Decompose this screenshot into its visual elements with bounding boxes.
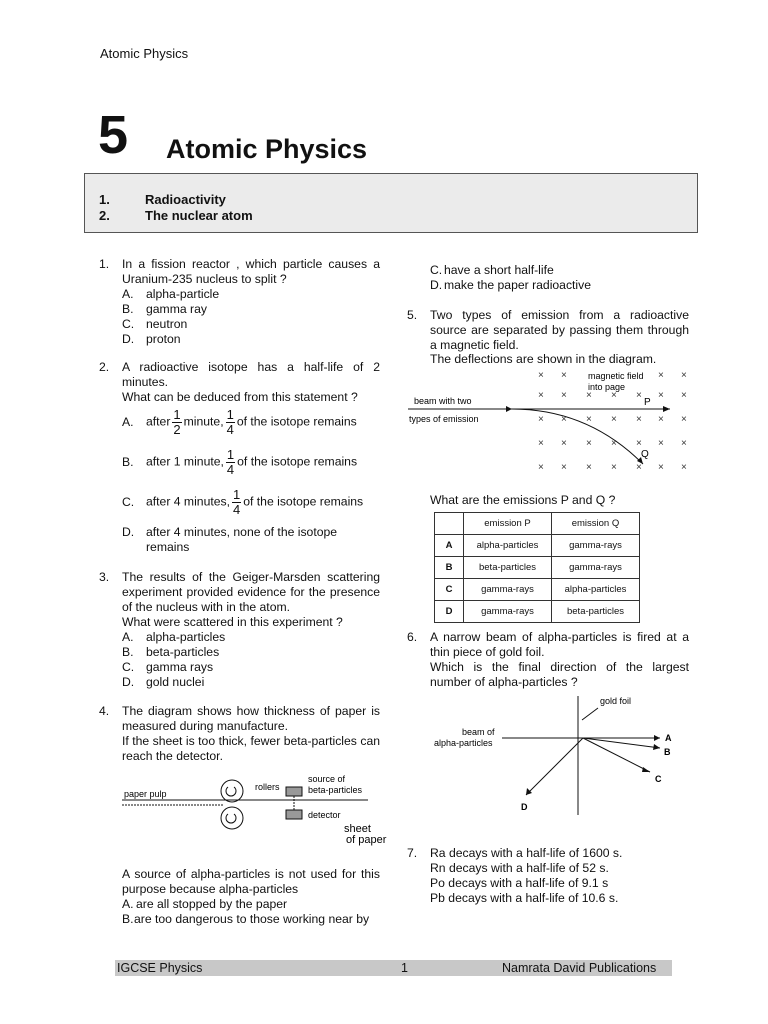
svg-text:beta-particles: beta-particles — [308, 785, 363, 795]
field-cross: × — [658, 370, 664, 381]
svg-text:Q: Q — [641, 449, 649, 460]
svg-text:detector: detector — [308, 810, 341, 820]
table-row: A alpha-particles gamma-rays — [435, 535, 640, 557]
topic-item: 1. Radioactivity — [99, 192, 226, 207]
field-cross: × — [636, 390, 642, 401]
field-cross: × — [561, 438, 567, 449]
svg-text:alpha-particles: alpha-particles — [434, 738, 493, 748]
field-cross: × — [658, 438, 664, 449]
svg-text:source of: source of — [308, 774, 346, 784]
field-cross: × — [611, 438, 617, 449]
field-cross: × — [611, 390, 617, 401]
topic-item: 2. The nuclear atom — [99, 208, 253, 223]
field-cross: × — [611, 414, 617, 425]
field-cross: × — [586, 438, 592, 449]
field-cross: × — [586, 462, 592, 473]
field-cross: × — [681, 414, 687, 425]
field-cross: × — [658, 414, 664, 425]
field-cross: × — [561, 390, 567, 401]
field-cross: × — [538, 390, 544, 401]
field-cross: × — [561, 370, 567, 381]
emission-table: emission P emission Q A alpha-particles gamma-rays B beta-particles gamma-rays C gamma-rays alpha-particles D gamma-rays beta-particles — [434, 512, 640, 623]
table-row: B beta-particles gamma-rays — [435, 557, 640, 579]
svg-text:beam of: beam of — [462, 727, 495, 737]
roller — [221, 807, 243, 829]
page-footer — [115, 960, 672, 976]
svg-text:rollers: rollers — [255, 782, 280, 792]
svg-text:D: D — [521, 802, 528, 812]
field-cross: × — [681, 438, 687, 449]
field-cross: × — [538, 462, 544, 473]
field-cross: × — [538, 370, 544, 381]
table-row: C gamma-rays alpha-particles — [435, 579, 640, 601]
svg-text:sheet: sheet — [344, 823, 371, 835]
field-cross: × — [561, 462, 567, 473]
svg-text:B: B — [664, 747, 671, 757]
question-4-continued: A source of alpha-particles is not used for this purpose because alpha-particles A. are all stopped by the paper B.are too dangerous to those working near by — [122, 867, 380, 926]
field-cross: × — [681, 390, 687, 401]
svg-text:P: P — [644, 397, 651, 408]
field-cross: × — [658, 462, 664, 473]
field-cross: × — [586, 414, 592, 425]
svg-text:A: A — [665, 733, 672, 743]
field-cross: × — [611, 462, 617, 473]
question-5-prompt: What are the emissions P and Q ? — [430, 493, 616, 507]
chapter-title: Atomic Physics — [166, 134, 368, 164]
field-cross: × — [586, 390, 592, 401]
question-4-options-cd: C. have a short half-life D. make the paper radioactive — [430, 263, 592, 292]
svg-text:beam with two: beam with two — [414, 396, 472, 406]
detector — [286, 810, 302, 819]
field-cross: × — [636, 414, 642, 425]
chapter-number: 5 — [98, 105, 129, 165]
magnetic-field-diagram — [408, 368, 693, 478]
paper-thickness-diagram — [118, 770, 398, 850]
svg-text:C: C — [655, 774, 662, 784]
svg-text:magnetic field: magnetic field — [588, 371, 644, 381]
svg-text:into page: into page — [588, 382, 626, 392]
footer-book: IGCSE Physics — [117, 961, 203, 975]
beta-source — [286, 787, 302, 796]
gold-foil-diagram — [428, 690, 693, 820]
field-cross: × — [636, 438, 642, 449]
table-row: D gamma-rays beta-particles — [435, 601, 640, 623]
svg-text:gold foil: gold foil — [600, 696, 632, 706]
field-cross: × — [681, 370, 687, 381]
footer-publisher: Namrata David Publications — [502, 961, 657, 975]
field-cross: × — [538, 414, 544, 425]
topics-box — [84, 173, 698, 233]
svg-text:of paper: of paper — [346, 834, 387, 846]
field-cross: × — [636, 462, 642, 473]
page-number: 1 — [401, 961, 408, 975]
roller — [221, 780, 243, 802]
field-cross: × — [681, 462, 687, 473]
running-header: Atomic Physics — [100, 46, 189, 61]
field-cross: × — [658, 390, 664, 401]
svg-text:paper pulp: paper pulp — [124, 789, 167, 799]
svg-text:types of emission: types of emission — [409, 414, 479, 424]
field-cross: × — [561, 414, 567, 425]
field-cross: × — [538, 438, 544, 449]
